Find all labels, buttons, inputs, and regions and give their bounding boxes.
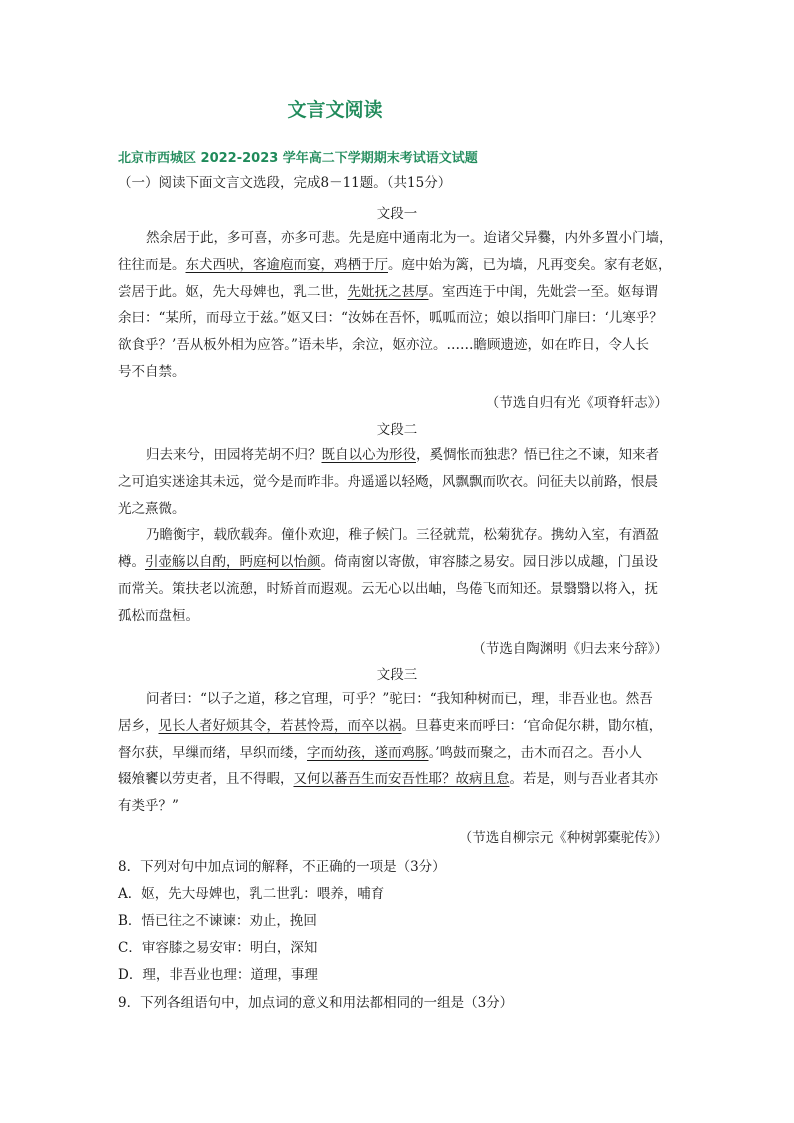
passage3-line	[118, 717, 662, 735]
text-run: 。室西连于中闺，先妣尝一至。妪每谓	[428, 283, 658, 300]
text-run: 余曰：“某所，而母立于兹。”妪又曰：“汝姊在吾怀，呱呱而泣；娘以指叩门扉曰：‘儿寒乎？	[118, 310, 663, 327]
underlined-phrase: 字而幼孩，遂而鸡豚	[307, 744, 429, 761]
q8-option-b: B．悟已往之不谏谏：劝止，挽回	[118, 913, 317, 929]
text-run: 尝居于此。妪，先大母婢也，乳二世，	[118, 283, 348, 300]
passage1-line	[118, 363, 186, 381]
passage3-citation: （节选自柳宗元《种树郭橐驼传》）	[458, 830, 668, 846]
underlined-phrase: 先妣抚之甚厚	[347, 283, 429, 300]
underlined-phrase: 见长人者好烦其令，若甚怜焉，而卒以祸	[158, 717, 402, 734]
exam-source: 北京市西城区 2022-2023 学年高二下学期期末考试语文试题	[118, 151, 478, 166]
q8-option-d: D．理，非吾业也理：道理，事理	[118, 967, 318, 983]
text-run: 辍飧饔以劳吏者，且不得暇，	[118, 771, 294, 788]
passage1-line	[118, 309, 663, 327]
passage3-line	[146, 690, 653, 708]
underlined-phrase: 引壶觞以自酌，眄庭柯以怡颜	[145, 554, 321, 571]
text-run: 归去来兮，田园将芜胡不归？	[146, 447, 322, 463]
underlined-phrase: 又何以蕃吾生而安吾性耶？故病且怠	[293, 771, 510, 788]
q8-option-c: C．审容膝之易安审：明白，深知	[118, 940, 318, 956]
passage2-line	[146, 526, 659, 544]
passage1-citation: （节选自归有光《项脊轩志》）	[485, 395, 668, 411]
passage2-line	[118, 580, 658, 598]
passage3-line	[118, 744, 642, 762]
question-9-stem: 9．下列各组语句中，加点词的意义和用法都相同的一组是（3分）	[118, 995, 514, 1011]
text-run: 孤松而盘桓。	[118, 607, 199, 624]
text-run: 。’鸣鼓而聚之，击木而召之。吾小人	[428, 744, 643, 761]
text-run: 居乡，	[118, 717, 159, 734]
text-run: ，奚惆怅而独悲？悟已往之不谏，知来者	[416, 447, 659, 463]
text-run: 而常关。策扶老以流憩，时矫首而遐观。云无心以出岫，鸟倦飞而知还。景翳翳以将入，抚	[118, 581, 658, 597]
text-run: 有类乎？”	[118, 798, 179, 815]
passage3-line	[118, 770, 658, 788]
passage2-heading: 文段二	[376, 422, 418, 438]
text-run: 之可追实迷途其未远，觉今是而昨非。舟遥遥以轻飏，风飘飘而吹衣。问征夫以前路，恨晨	[118, 473, 658, 490]
text-run: 光之熹微。	[118, 500, 186, 517]
passage1-line	[146, 229, 673, 247]
passage1-line	[118, 336, 649, 354]
section-intro: （一）阅读下面文言文选段，完成8－11题。（共15分）	[118, 175, 452, 191]
text-run: 。旦暮吏来而呼曰：‘官命促尔耕，勖尔植，	[401, 717, 663, 734]
page-title: 文言文阅读	[287, 99, 383, 121]
text-run: 然余居于此，多可喜，亦多可悲。先是庭中通南北为一。迨诸父异爨，内外多置小门墙，	[146, 230, 673, 246]
text-run: 乃瞻衡宇，载欣载奔。僮仆欢迎，稚子候门。三径就荒，松菊犹存。携幼入室，有酒盈	[146, 527, 659, 544]
passage1-line	[118, 283, 658, 301]
text-run: 。倚南窗以寄傲，审容膝之易安。园日涉以成趣，门虽设	[320, 554, 658, 571]
passage2-line	[118, 500, 186, 518]
question-8-stem: 8．下列对句中加点词的解释，不正确的一项是（3分）	[118, 859, 446, 875]
passage2-line	[118, 553, 658, 571]
passage1-heading: 文段一	[376, 206, 418, 222]
text-run: 樽。	[118, 554, 145, 571]
text-run: 往往而是。	[118, 256, 186, 273]
text-run: 督尔获，早缫而绪，早织而缕，	[118, 744, 307, 761]
underlined-phrase: 东犬西吠，客逾庖而宴，鸡栖于厅	[185, 256, 388, 273]
passage2-line	[146, 446, 659, 464]
passage2-line	[118, 473, 658, 491]
passage2-line	[118, 607, 199, 625]
passage3-line	[118, 797, 179, 815]
text-run: 。若是，则与吾业者其亦	[509, 771, 658, 788]
passage3-heading: 文段三	[376, 667, 418, 683]
text-run: 欲食乎？’吾从板外相为应答。”语未毕，余泣，妪亦泣。……瞻顾遗迹，如在昨日，令人长	[118, 337, 649, 354]
text-run: 。庭中始为篱，已为墙，凡再变矣。家有老妪，	[388, 256, 672, 273]
q8-option-a: A．妪，先大母婢也，乳二世乳：喂养，哺育	[118, 886, 385, 902]
underlined-phrase: 既自以心为形役	[321, 447, 416, 463]
passage2-citation: （节选自陶渊明《归去来兮辞》）	[472, 641, 668, 657]
text-run: 号不自禁。	[118, 364, 186, 380]
text-run: 问者曰：“以子之道，移之官理，可乎？”驼曰：“我知种树而已，理，非吾业也。然吾	[146, 691, 653, 707]
passage1-line	[118, 256, 672, 274]
